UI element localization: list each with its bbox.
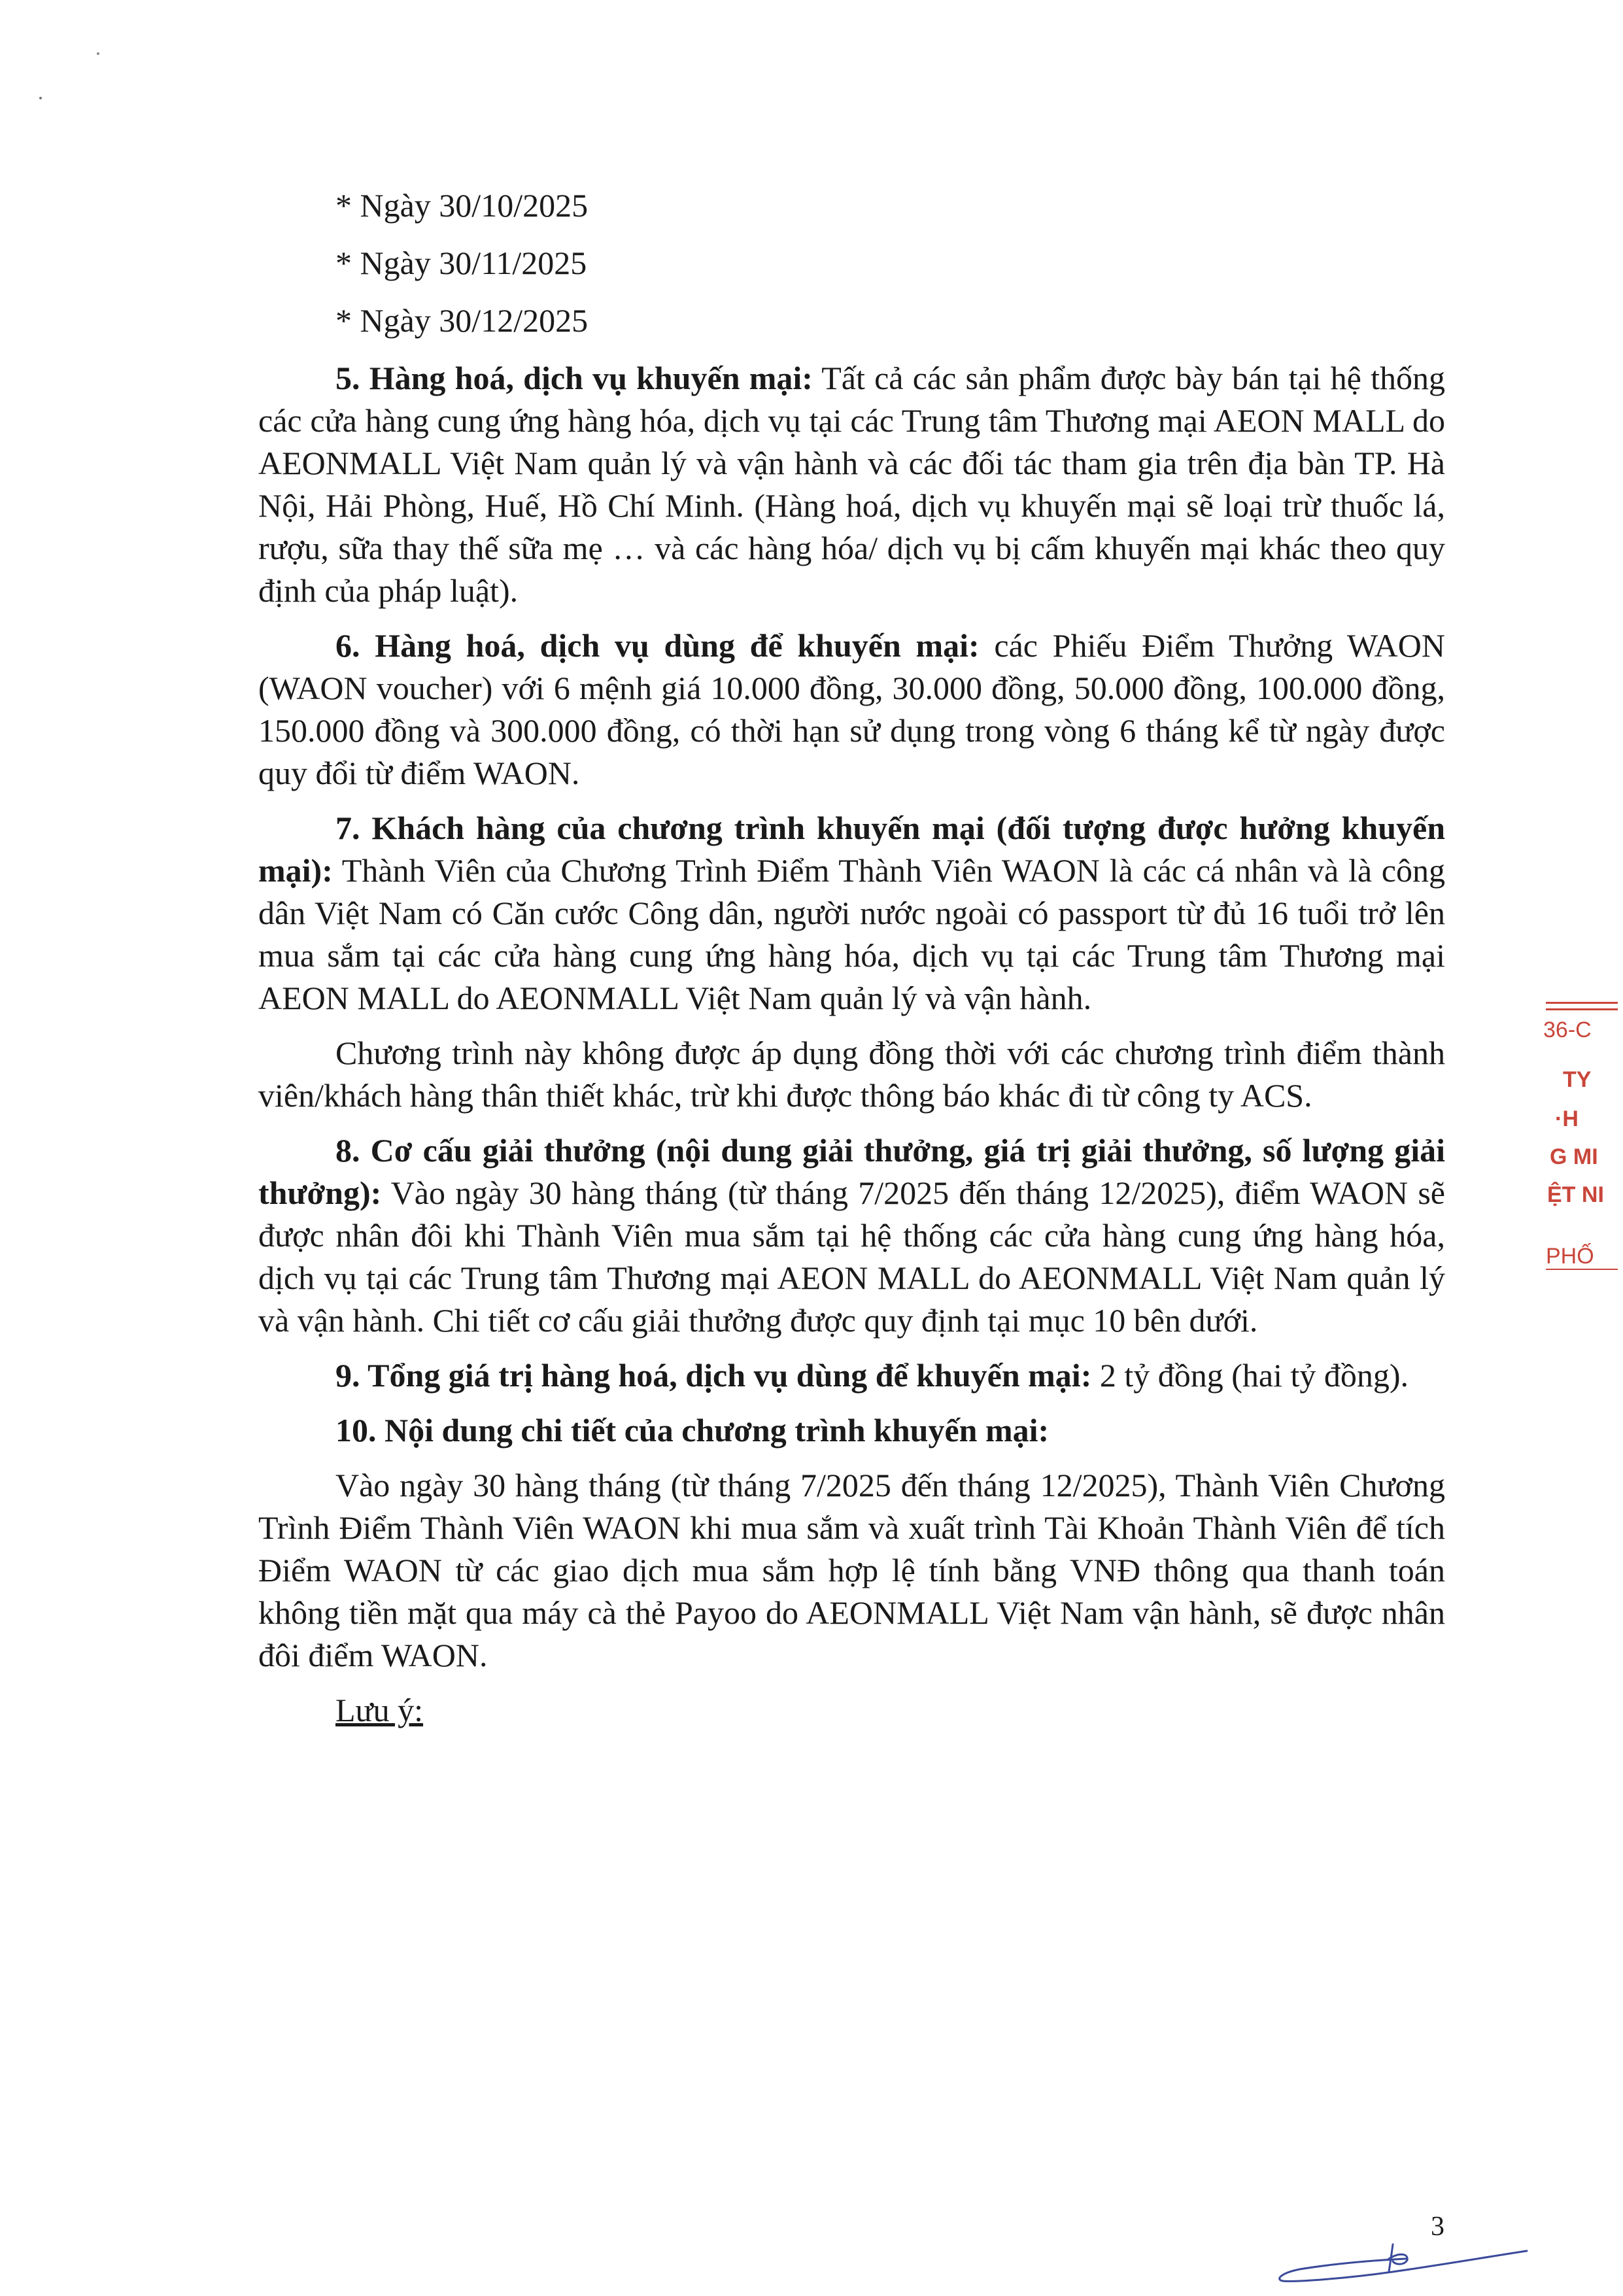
stamp-text: 36-C (1543, 1018, 1592, 1042)
stamp-text: G MI (1550, 1144, 1598, 1169)
stamp-line (1546, 1269, 1618, 1270)
date-item: * Ngày 30/11/2025 (335, 245, 587, 281)
section-heading: 7. Khách hàng của chương trình khuyến mại (đối tượng được hưởng khuyến mại): (258, 810, 1445, 889)
note-label: Lưu ý: (335, 1692, 424, 1728)
date-item: * Ngày 30/10/2025 (335, 187, 589, 224)
stamp-text: ·H (1555, 1106, 1579, 1131)
section-text: Vào ngày 30 hàng tháng (từ tháng 7/2025 đến tháng 12/2025), Thành Viên Chương Trình Điểm Thành Viên WAON khi mua sắm và xuất trình Tài Khoản Thành Viên để tích Điểm WAON từ các giao dịch mua sắm hợp lệ tính bằng VNĐ thông qua thanh toán không tiền mặt qua máy cà thẻ Payoo do AEONMALL Việt Nam vận hành, sẽ được nhân đôi điểm WAON. (258, 1467, 1445, 1673)
section-heading: 5. Hàng hoá, dịch vụ khuyến mại: (335, 360, 813, 396)
section-10-body (258, 1464, 1445, 1677)
section-text: 2 tỷ đồng (hai tỷ đồng). (1091, 1357, 1409, 1394)
section-heading: 8. Cơ cấu giải thưởng (nội dung giải thưởng, giá trị giải thưởng, số lượng giải thưởng): (258, 1132, 1445, 1211)
section-9 (258, 1354, 1445, 1397)
section-text: Thành Viên của Chương Trình Điểm Thành Viên WAON là các cá nhân và là công dân Việt Nam có Căn cước Công dân, người nước ngoài có passport từ đủ 16 tuổi trở lên mua sắm tại các cửa hàng cung ứng hàng hóa, dịch vụ tại các Trung tâm Thương mại AEON MALL do AEONMALL Việt Nam quản lý và vận hành. (258, 852, 1445, 1016)
section-5 (258, 357, 1445, 612)
section-heading: 6. Hàng hoá, dịch vụ dùng để khuyến mại: (335, 627, 980, 664)
section-7-note (258, 1032, 1445, 1117)
stamp-text: ỆT NI (1547, 1182, 1604, 1207)
section-heading: 9. Tổng giá trị hàng hoá, dịch vụ dùng để khuyến mại: (335, 1357, 1092, 1394)
document-body (258, 184, 1445, 1732)
date-list (258, 184, 1445, 342)
stamp-text: PHỐ (1546, 1244, 1594, 1269)
scan-specks (0, 0, 131, 131)
red-stamp-fragment (1543, 994, 1623, 1301)
section-7 (258, 807, 1445, 1019)
date-item: * Ngày 30/12/2025 (335, 302, 589, 339)
section-text: Vào ngày 30 hàng tháng (từ tháng 7/2025 đến tháng 12/2025), điểm WAON sẽ được nhân đôi khi Thành Viên mua sắm tại hệ thống các cửa hàng cung ứng hàng hóa, dịch vụ tại các Trung tâm Thương mại AEON MALL do AEONMALL Việt Nam quản lý và vận hành. Chi tiết cơ cấu giải thưởng được quy định tại mục 10 bên dưới. (258, 1174, 1445, 1339)
section-text: Tất cả các sản phẩm được bày bán tại hệ thống các cửa hàng cung ứng hàng hóa, dịch vụ tại các Trung tâm Thương mại AEON MALL do AEONMALL Việt Nam quản lý và vận hành và các đối tác tham gia trên địa bàn TP. Hà Nội, Hải Phòng, Huế, Hồ Chí Minh. (Hàng hoá, dịch vụ khuyến mại sẽ loại trừ thuốc lá, rượu, sữa thay thế sữa mẹ … và các hàng hóa/ dịch vụ bị cấm khuyến mại khác theo quy định của pháp luật). (258, 360, 1445, 609)
stamp-line (1546, 1002, 1618, 1004)
stamp-line (1546, 1008, 1618, 1010)
section-6 (258, 625, 1445, 795)
section-8 (258, 1129, 1445, 1342)
section-10 (258, 1409, 1445, 1452)
section-text: các Phiếu Điểm Thưởng WAON (WAON voucher) với 6 mệnh giá 10.000 đồng, 30.000 đồng, 50.000 đồng, 100.000 đồng, 150.000 đồng và 300.000 đồng, có thời hạn sử dụng trong vòng 6 tháng kể từ ngày được quy đổi từ điểm WAON. (258, 627, 1445, 791)
section-text: Chương trình này không được áp dụng đồng thời với các chương trình điểm thành viên/khách hàng thân thiết khác, trừ khi được thông báo khác đi từ công ty ACS. (258, 1035, 1445, 1114)
stamp-text: TY (1563, 1067, 1592, 1092)
signature-mark (1269, 2243, 1530, 2289)
section-heading: 10. Nội dung chi tiết của chương trình khuyến mại: (335, 1412, 1050, 1448)
page-number: 3 (1431, 2212, 1444, 2242)
